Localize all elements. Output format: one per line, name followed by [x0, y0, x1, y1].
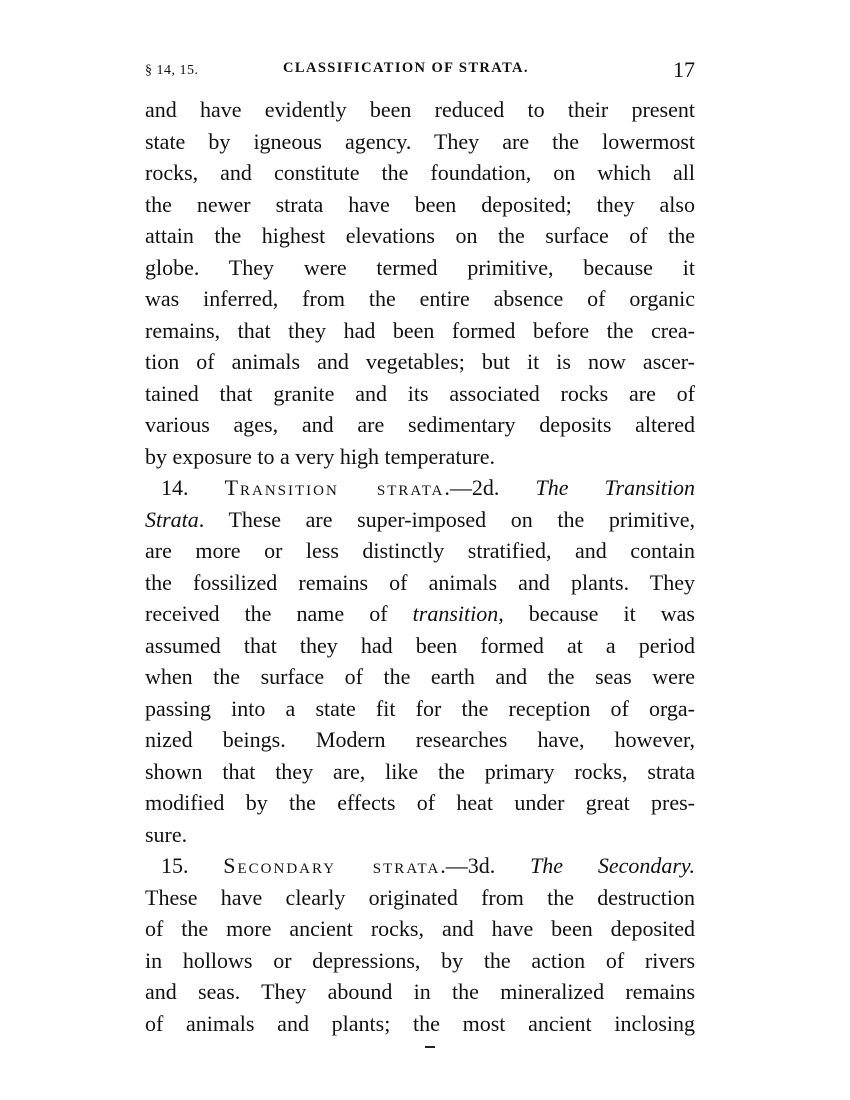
paragraph-14-heading-line: 14. Transition strata.—2d. The Transition [161, 475, 696, 500]
body-text [145, 94, 695, 1039]
text-line: tained that granite and its associated rocks are of [145, 380, 695, 406]
section-heading-secondary: Secondary strata [223, 853, 441, 878]
text-line: passing into a state fit for the reception of orga- [145, 695, 695, 721]
text-line: the newer strata have been deposited; they also [145, 191, 695, 217]
text-line: various ages, and are sedimentary deposits altered [145, 412, 695, 437]
text-line: These have clearly originated from the destruction [145, 884, 695, 910]
text-line: attain the highest elevations on the surface of the [145, 223, 695, 248]
text-line: nized beings. Modern researches have, however, [145, 727, 695, 752]
text-line: and seas. They abound in the mineralized remains [145, 979, 695, 1004]
section-reference: § 14, 15. [145, 63, 199, 78]
text-line: of the more ancient rocks, and have been deposited [145, 916, 695, 941]
text-line: Strata. These are super-imposed on the primitive, [145, 506, 695, 532]
italic-term: The Secondary. [530, 853, 695, 878]
paragraph-number: 15. [161, 853, 224, 878]
text-line: assumed that they had been formed at a period [145, 632, 695, 658]
text-line: shown that they are, like the primary rocks, strata [145, 758, 695, 784]
section-heading-transition: Transition strata [224, 475, 445, 500]
text-line: received the name of transition, because it was [145, 601, 695, 626]
italic-term: transition [412, 601, 499, 626]
text-line: of animals and plants; the most ancient inclosing [145, 1010, 695, 1036]
text-line: sure. [145, 821, 188, 847]
paragraph-number: 14. [161, 475, 225, 500]
signature-mark [425, 1046, 435, 1048]
running-title: CLASSIFICATION OF STRATA. [283, 60, 529, 76]
italic-term: Strata [145, 506, 199, 532]
text-line: state by igneous agency. They are the lowermost [145, 128, 695, 154]
text-line: tion of animals and vegetables; but it is now ascer- [145, 349, 695, 374]
text-line: was inferred, from the entire absence of organic [145, 286, 695, 311]
italic-term: The Transition [535, 475, 696, 500]
page-number: 17 [673, 57, 695, 82]
paragraph-15-heading-line: 15. Secondary strata.—3d. The Secondary. [161, 853, 695, 878]
text-line: globe. They were termed primitive, because it [145, 254, 695, 280]
text-line: by exposure to a very high temperature. [145, 443, 496, 469]
text-line: the fossilized remains of animals and plants. They [145, 569, 695, 595]
text-line: rocks, and constitute the foundation, on which all [145, 160, 695, 185]
text-line: in hollows or depressions, by the action of rivers [145, 947, 695, 973]
running-header [145, 57, 695, 81]
text-line: are more or less distinctly stratified, and contain [145, 538, 695, 563]
text-line: and have evidently been reduced to their present [145, 97, 695, 122]
text-line: remains, that they had been formed before the crea- [145, 317, 695, 343]
text-line: when the surface of the earth and the seas were [145, 664, 695, 689]
text-line: modified by the effects of heat under great pres- [145, 790, 695, 815]
